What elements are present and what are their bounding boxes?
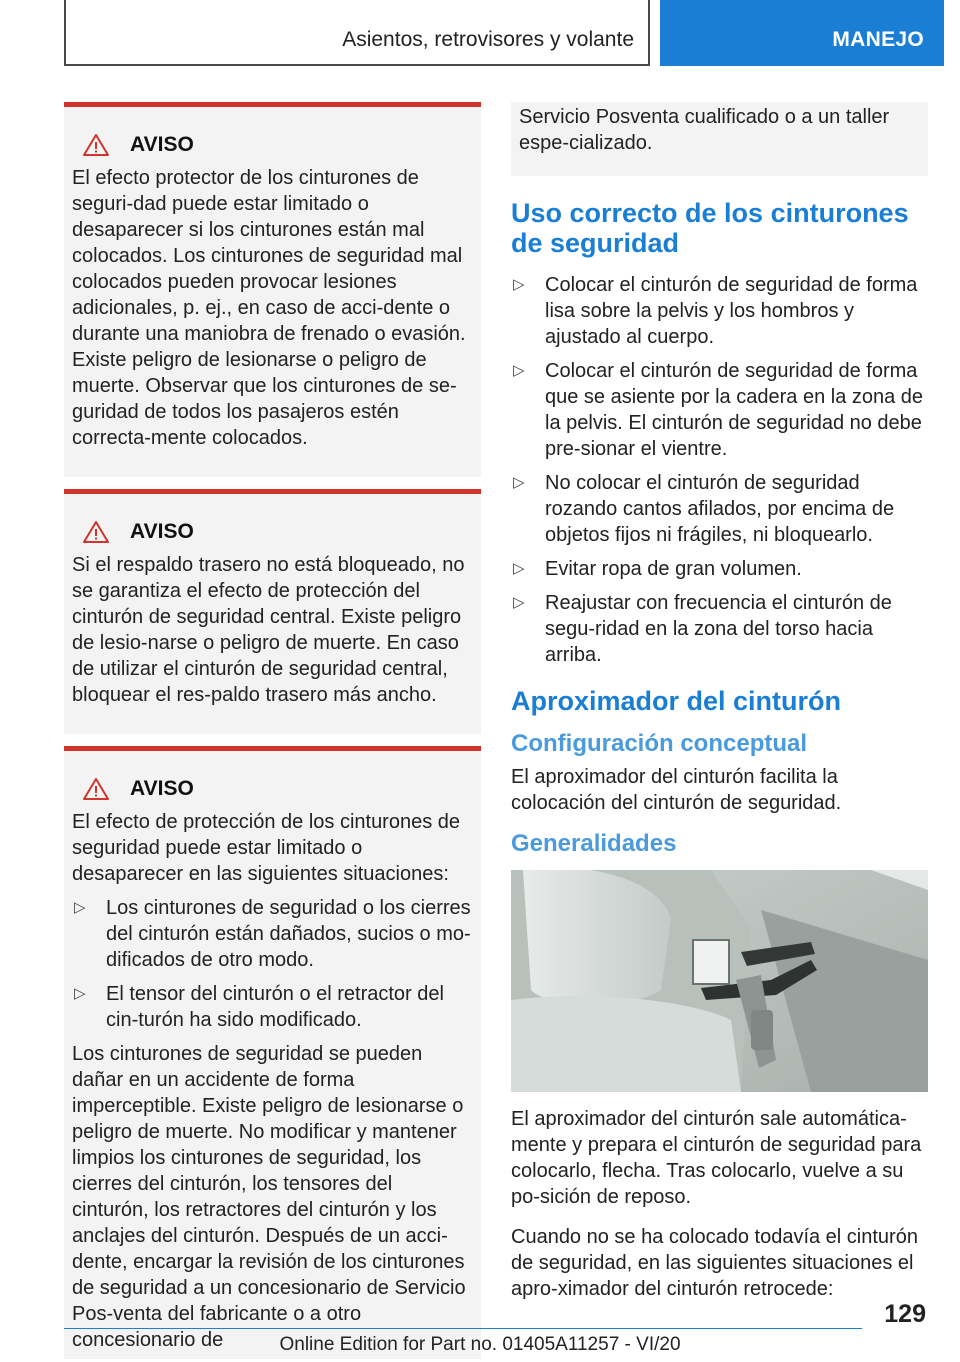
- list-item-text: No colocar el cinturón de seguridad rozando cantos afilados, por encima de objetos fijos ni frágiles, ni bloquearlo.: [545, 472, 895, 546]
- warning-title: AVISO: [130, 777, 194, 800]
- header-section-box: [64, 0, 650, 66]
- list-item: [72, 895, 474, 973]
- warning-body: El efecto protector de los cinturones de seguri-dad puede estar limitado o desaparecer si los cinturones están mal colocados. Los cinturones de seguridad mal colocados pueden provocar lesiones adicionales, p. ej., en caso de acci-dente o durante una maniobra de frenado o evasión. Existe peligro de lesionarse o peligro de muerte. Observar que los cinturones de se-guridad de todos los pasajeros estén correcta-mente colocados.: [72, 167, 466, 449]
- footer-edition: Online Edition for Part no. 01405A11257 - VI/20: [279, 1334, 681, 1355]
- warning-triangle-icon: [82, 133, 110, 157]
- warning-header: [72, 133, 474, 157]
- warning-header: [72, 777, 474, 801]
- list-item: [511, 556, 928, 582]
- warning-triangle-icon: [82, 520, 110, 544]
- warning-continuation: [511, 102, 928, 176]
- subsection-heading: Configuración conceptual: [511, 730, 808, 757]
- warning-body: Si el respaldo trasero no está bloqueado, no se garantiza el efecto de protección del cinturón de seguridad central. Existe peligro de lesio-narse o peligro de muerte. En caso de utilizar el cinturón de seguridad central, bloquear el res-paldo trasero más ancho.: [72, 554, 465, 706]
- belt-guide-photo: [511, 870, 928, 1092]
- page-number: 129: [884, 1300, 926, 1328]
- warning-title: AVISO: [130, 133, 194, 156]
- list-item: [72, 981, 474, 1033]
- list-item: [511, 470, 928, 548]
- list-item: [511, 358, 928, 462]
- warning-title: AVISO: [130, 520, 194, 543]
- warning-box-2: [64, 489, 481, 734]
- triangle-right-bullet-icon: ▷: [74, 985, 86, 1002]
- list-item-text: Evitar ropa de gran volumen.: [545, 558, 802, 580]
- list-item: [511, 590, 928, 668]
- header-chapter-tab[interactable]: [660, 0, 944, 66]
- list-item-text: Los cinturones de seguridad o los cierres del cinturón están dañados, sucios o mo-dificados de otro modo.: [106, 897, 471, 971]
- list-item-text: Colocar el cinturón de seguridad de forma lisa sobre la pelvis y los hombros y ajustado al cuerpo.: [545, 274, 918, 348]
- paragraph: Cuando no se ha colocado todavía el cinturón de seguridad, en las siguientes situaciones el apro-ximador del cinturón retrocede:: [511, 1226, 918, 1300]
- warning-box-1: [64, 102, 481, 477]
- triangle-right-bullet-icon: ▷: [513, 594, 525, 611]
- paragraph: El aproximador del cinturón facilita la colocación del cinturón de seguridad.: [511, 766, 842, 814]
- triangle-right-bullet-icon: ▷: [513, 276, 525, 293]
- triangle-right-bullet-icon: ▷: [513, 560, 525, 577]
- warning-list: [72, 895, 474, 1033]
- paragraph: El aproximador del cinturón sale automática-mente y prepara el cinturón de seguridad para colocarlo, flecha. Tras colocarlo, vuelve a su po-sición de reposo.: [511, 1108, 922, 1208]
- section-heading: Uso correcto de los cinturones de seguridad: [511, 198, 909, 258]
- warning-box-3: [64, 746, 481, 1359]
- section-heading: Aproximador del cinturón: [511, 686, 842, 716]
- warning-intro: El efecto de protección de los cinturones de seguridad puede estar limitado o desaparecer en las siguientes situaciones:: [72, 811, 461, 885]
- header-section-title: Asientos, retrovisores y volante: [342, 28, 634, 51]
- warning-header: [72, 520, 474, 544]
- bullet-list: [511, 272, 928, 668]
- triangle-right-bullet-icon: ▷: [513, 474, 525, 491]
- warning-triangle-icon: [82, 777, 110, 801]
- footer-divider: [64, 1328, 862, 1329]
- list-item-text: El tensor del cinturón o el retractor del cin-turón ha sido modificado.: [106, 983, 444, 1031]
- triangle-right-bullet-icon: ▷: [74, 899, 86, 916]
- continuation-text: Servicio Posventa cualificado o a un taller espe-cializado.: [519, 106, 890, 154]
- right-column: [511, 102, 928, 1310]
- chapter-tab-label: MANEJO: [832, 28, 924, 51]
- warning-body: Los cinturones de seguridad se pueden dañar en un accidente de forma imperceptible. Existe peligro de lesionarse o peligro de muerte. No modificar y mantener limpios los cinturones de seguridad, los cierres del cinturón, los tensores del cinturón, los retractores del cinturón y los anclajes del cinturón. Después de un acci-dente, encargar la revisión de los cinturones de seguridad a un concesionario de Servicio Pos-venta del fabricante o a otro concesionario de: [72, 1043, 466, 1351]
- list-item: [511, 272, 928, 350]
- subsection-heading: Generalidades: [511, 830, 677, 857]
- triangle-right-bullet-icon: ▷: [513, 362, 525, 379]
- left-column: [64, 102, 481, 1359]
- list-item-text: Reajustar con frecuencia el cinturón de segu-ridad en la zona del torso hacia arriba.: [545, 592, 892, 666]
- list-item-text: Colocar el cinturón de seguridad de forma que se asiente por la cadera en la zona de la pelvis. El cinturón de seguridad no debe pre-sionar el vientre.: [545, 360, 924, 460]
